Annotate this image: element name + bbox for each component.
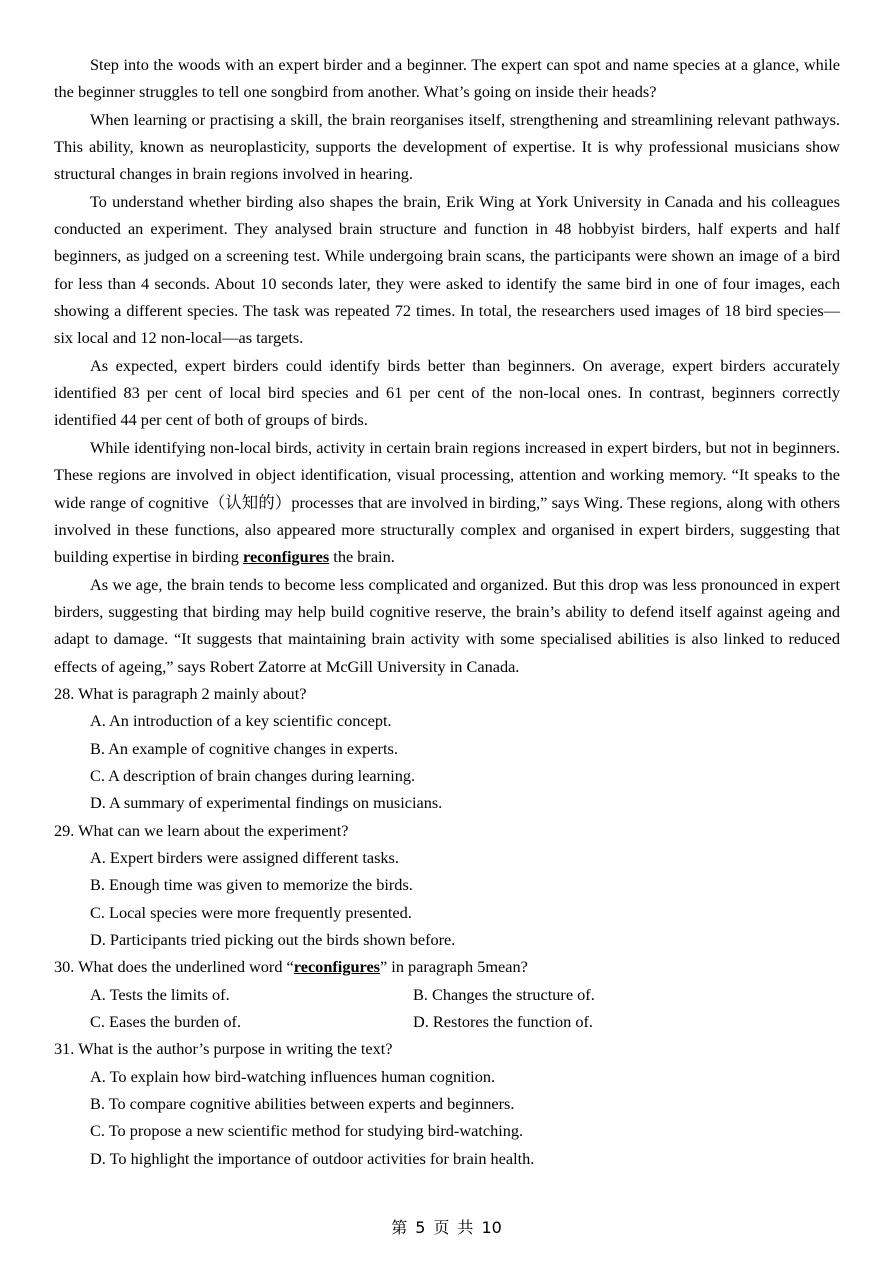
passage-paragraph-2: When learning or practising a skill, the brain reorganises itself, strengthening and streamlining relevant pathways. This ability, known as neuroplasticity, supports the development of expertise. It is why professional musicians show structural changes in brain regions involved in hearing.: [54, 109, 840, 184]
option-c: C. Eases the burden of.: [90, 1012, 242, 1032]
option-c: C. To propose a new scientific method for studying bird-watching.: [90, 1121, 524, 1141]
page-number: 5: [415, 1218, 426, 1237]
underlined-keyword: reconfigures: [293, 957, 381, 977]
option-c: C. Local species were more frequently presented.: [90, 902, 412, 922]
passage-paragraph-4: As expected, expert birders could identify birds better than beginners. On average, expert birders accurately identified 83 per cent of local bird species and 61 per cent of the non-local ones. In contrast, beginners correctly identified 44 per cent of both of groups of birds.: [54, 355, 840, 430]
answer-options: [54, 1063, 840, 1172]
footer-ye: 页: [433, 1218, 450, 1237]
passage-paragraph-1: Step into the woods with an expert birder and a beginner. The expert can spot and name species at a glance, while the beginner struggles to tell one songbird from another. What’s going on inside their heads?: [54, 55, 840, 102]
option-c: C. A description of brain changes during learning.: [90, 765, 416, 785]
answer-options: [54, 707, 840, 816]
option-b: B. Changes the structure of.: [413, 984, 595, 1004]
option-a: A. An introduction of a key scientific concept.: [90, 711, 392, 731]
option-b: B. Enough time was given to memorize the birds.: [90, 875, 413, 895]
option-b: B. To compare cognitive abilities between experts and beginners.: [90, 1094, 515, 1114]
passage-paragraph-5: [54, 434, 840, 571]
answer-options: [54, 844, 840, 953]
exam-page: [54, 51, 840, 1172]
underlined-keyword: reconfigures: [243, 547, 330, 567]
option-a: A. To explain how bird-watching influences human cognition.: [90, 1066, 496, 1086]
option-a: A. Expert birders were assigned different tasks.: [90, 847, 399, 867]
question-stem: 29. What can we learn about the experiment?: [54, 820, 349, 840]
question-stem: [54, 953, 840, 980]
question-stem: 31. What is the author’s purpose in writing the text?: [54, 1039, 393, 1059]
option-d: D. To highlight the importance of outdoor activities for brain health.: [90, 1148, 535, 1168]
option-d: D. Restores the function of.: [413, 1012, 593, 1032]
footer-di: 第: [391, 1218, 408, 1237]
question-stem: 28. What is paragraph 2 mainly about?: [54, 683, 307, 703]
passage-paragraph-6: As we age, the brain tends to become less complicated and organized. But this drop was less pronounced in expert birders, suggesting that birding may help build cognitive reserve, the brain’s ability to defend itself against ageing and adapt to damage. “It suggests that maintaining brain activity with some specialised abilities is also linked to reduced effects of ageing,” says Robert Zatorre at McGill University in Canada.: [54, 574, 840, 676]
question-30: [54, 953, 840, 1035]
total-pages: 10: [481, 1218, 502, 1237]
answer-options: [54, 981, 840, 1036]
question-28: [54, 680, 840, 817]
stem-text-end: ” in paragraph 5mean?: [380, 957, 528, 977]
question-29: [54, 817, 840, 954]
question-31: [54, 1035, 840, 1172]
option-d: D. Participants tried picking out the birds shown before.: [90, 930, 456, 949]
option-a: A. Tests the limits of.: [90, 984, 230, 1004]
page-footer: [0, 1216, 893, 1240]
paragraph-5-end: the brain.: [329, 547, 395, 567]
option-b: B. An example of cognitive changes in experts.: [90, 738, 398, 758]
stem-text: 30. What does the underlined word “: [54, 957, 294, 977]
paragraph-5-text: While identifying non-local birds, activity in certain brain regions increased in expert birders, but not in beginners. These regions are involved in object identification, visual processing, attention and working memory. “It speaks to the wide range of cognitive（认知的）processes that are involved in birding,” says Wing. These regions, along with others involved in these functions, also appeared more structurally complex and organised in expert birders, suggesting that building expertise in birding: [54, 437, 840, 567]
footer-gong: 共: [457, 1218, 474, 1237]
passage-paragraph-3: To understand whether birding also shapes the brain, Erik Wing at York University in Canada and his colleagues conducted an experiment. They analysed brain structure and function in 48 hobbyist birders, half experts and half beginners, as judged on a screening test. While undergoing brain scans, the participants were shown an image of a bird for less than 4 seconds. About 10 seconds later, they were asked to identify the same bird in one of four images, each showing a different species. The task was repeated 72 times. In total, the researchers used images of 18 bird species—six local and 12 non-local—as targets.: [54, 191, 840, 348]
option-d: D. A summary of experimental findings on musicians.: [90, 793, 443, 813]
